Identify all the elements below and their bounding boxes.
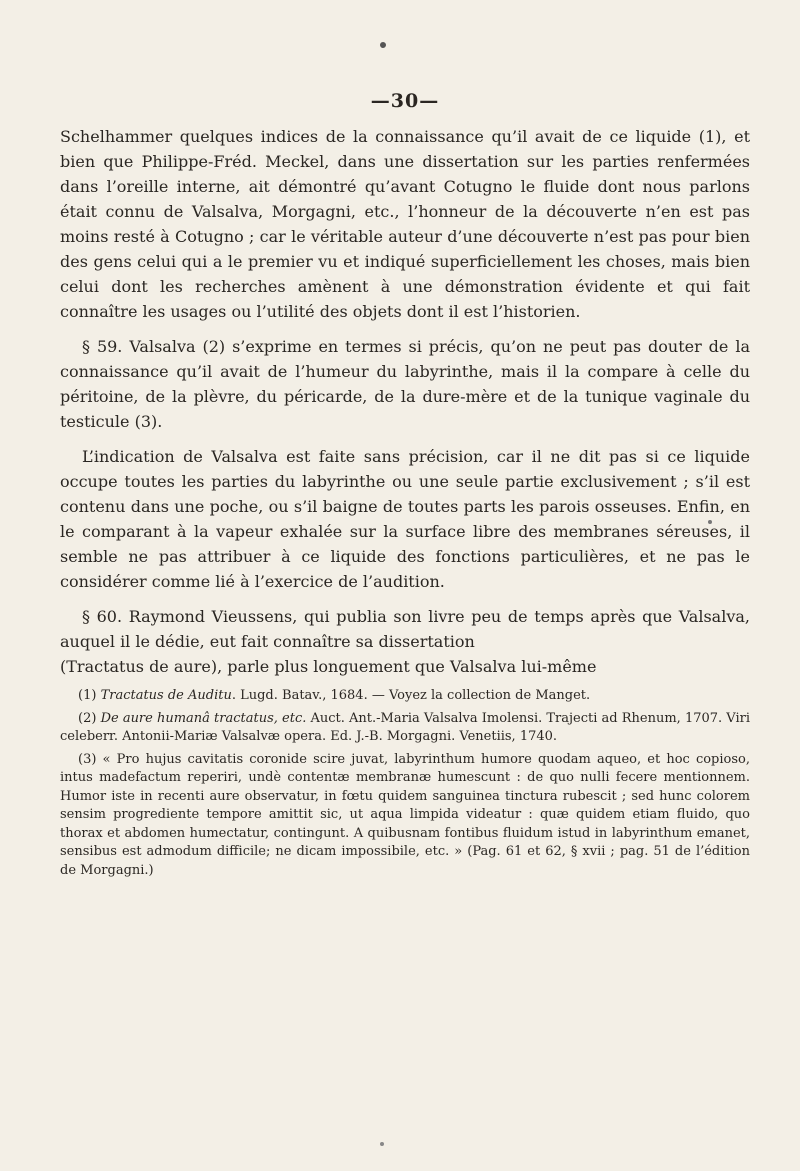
paragraph: Schelhammer quelques indices de la connaissance qu’il avait de ce liquide (1), et bien que Philippe-Fréd. Meckel, dans une dissertation sur les parties renfermées dans l’oreille interne, ait démontré qu’avant Cotugno le fluide dont nous parlons était connu de Valsalva, Morgagni, etc., l’honneur de la découverte n’en est pas moins resté à Cotugno ; car le véritable auteur d’une découverte n’est pas pour bien des gens celui qui a le premier vu et indiqué superficiellement les choses, mais bien celui dont les recherches amènent à une démonstration évidente et qui fait connaître les usages ou l’utilité des objets dont il est l’historien.	[60, 127, 750, 321]
footnote-number: (1)	[78, 688, 97, 703]
paragraph-section-60: § 60. Raymond Vieussens, qui publia son livre peu de temps après que Valsalva, auquel il le dédie, eut fait connaître sa dissertation	[60, 607, 750, 651]
footnote-title: Tractatus de Auditu	[100, 688, 232, 703]
ink-spot	[380, 1142, 384, 1146]
footnote-title: De aure humanâ tractatus, etc.	[100, 710, 307, 726]
footnote-2	[60, 710, 750, 747]
footnote-text: . Lugd. Batav., 1684. — Voyez la collection de Manget.	[231, 688, 591, 703]
page-number: —30—	[370, 90, 440, 112]
main-text	[60, 124, 750, 679]
footnote-3: (3) « Pro hujus cavitatis coronide scire juvat, labyrinthum humore quodam aqueo, et hoc copioso, intus madefactum reperiri, undè contentæ membranæ humescunt : de quo nulli fecere mentionnem. Humor iste in recenti aure observatur, in fœtu quidem sanguinea tinctura rubescit ; sed hunc colorem sensim progrediente tempore amittit sic, ut aqua limpida videatur : quæ quidem etiam fluido, quo thorax et abdomen humectatur, contingunt. A quibusnam fontibus fluidum istud in labyrinthum emanet, sensibus est admodum difficile; ne dicam impossibile, etc. » (Pag. 61 et 62, § xvii ; pag. 51 de l’édition de Morgagni.)	[60, 751, 750, 878]
footnotes	[60, 687, 750, 880]
paragraph-section-59: § 59. Valsalva (2) s’exprime en termes si précis, qu’on ne peut pas douter de la connaissance qu’il avait de l’humeur du labyrinthe, mais il la compare à celle du péritoine, de la plèvre, du péricarde, de la dure-mère et de la tunique vaginale du testicule (3).	[60, 337, 750, 431]
paragraph: L’indication de Valsalva est faite sans précision, car il ne dit pas si ce liquide occupe toutes les parties du labyrinthe ou une seule partie exclusivement ; s’il est contenu dans une poche, ou s’il baigne de toutes parts les parois osseuses. Enfin, en le comparant à la vapeur exhalée sur la surface libre des membranes séreuses, il semble ne pas attribuer à ce liquide des fonctions particulières, et ne pas le considérer comme lié à l’exercice de l’audition.	[60, 447, 750, 591]
footnote-number: (2)	[78, 710, 97, 726]
book-page	[60, 0, 750, 884]
paragraph-continuation: (Tractatus de aure), parle plus longuement que Valsalva lui-même	[60, 657, 597, 676]
footnote-1	[60, 687, 750, 706]
footnote-text: Auct. Ant.-Maria Valsalva Imolensi. Trajecti ad Rhenum, 1707. Viri celeberr. Antonii-Mariæ Valsalvæ opera. Ed. J.-B. Morgagni. Venetiis, 1740.	[60, 710, 750, 744]
